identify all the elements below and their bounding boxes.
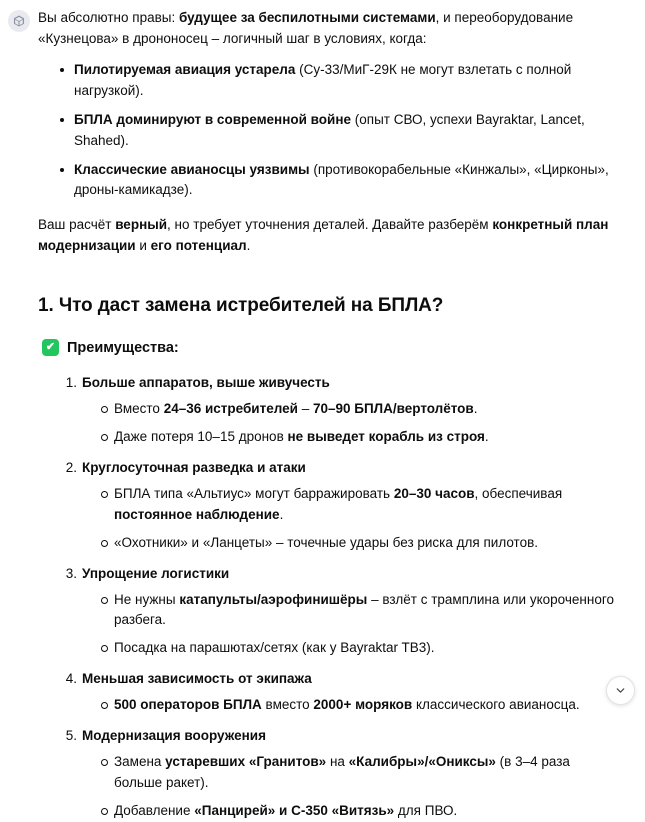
sub-list — [82, 590, 619, 660]
chevron-down-icon — [614, 684, 627, 697]
sub-list-item — [100, 801, 619, 822]
plain-text: (в 3–4 раза больше ракет). — [114, 754, 570, 790]
emphasis-text: Классические авианосцы уязвимы — [74, 161, 310, 177]
plain-text: . — [279, 506, 284, 522]
emphasis-text: устаревших «Гранитов» — [165, 754, 327, 770]
check-icon: ✔ — [42, 339, 59, 356]
numbered-item — [60, 726, 619, 822]
plain-text: . — [484, 428, 489, 444]
emphasis-text: 2000+ моряков — [313, 697, 413, 713]
emphasis-text: «Калибры»/«Ониксы» — [348, 754, 496, 770]
item-number: 5. — [65, 728, 77, 744]
plain-text: Не нужны — [114, 591, 180, 607]
emphasis-text: 20–30 часов — [393, 485, 475, 501]
emphasis-text: БПЛА доминируют в современной войне — [74, 111, 351, 127]
sub-list-item — [100, 590, 619, 632]
emphasis-text: 500 операторов БПЛА — [114, 697, 262, 713]
list-item — [60, 110, 619, 152]
item-number: 3. — [65, 565, 77, 581]
item-title: Больше аппаратов, выше живучесть — [82, 375, 330, 391]
plain-text: (противокорабельные «Кинжалы», «Цирконы», дроны-камикадзе). — [74, 161, 609, 198]
plain-text: – — [297, 401, 313, 417]
emphasis-text: Пилотируемая авиация устарела — [74, 61, 296, 77]
plain-text: «Охотники» и «Ланцеты» – точечные удары без риска для пилотов. — [114, 534, 539, 550]
plain-text: вместо — [261, 697, 314, 713]
emphasis-text: верный — [115, 217, 168, 233]
plain-text: , обеспечивая — [474, 485, 563, 501]
item-title: Меньшая зависимость от экипажа — [82, 671, 312, 687]
plain-text: , но требует уточнения деталей. Давайте разберём — [167, 217, 493, 233]
item-title: Круглосуточная разведка и атаки — [82, 459, 306, 475]
sub-list — [82, 752, 619, 822]
plain-text: для ПВО. — [394, 802, 458, 818]
plain-text: Добавление — [114, 802, 195, 818]
sub-list — [82, 399, 619, 448]
numbered-item — [60, 669, 619, 716]
plain-text: БПЛА типа «Альтиус» могут барражировать — [114, 485, 394, 501]
emphasis-text: 70–90 БПЛА/вертолётов — [312, 401, 474, 417]
plain-text: Даже потеря 10–15 дронов — [114, 428, 288, 444]
item-title: Упрощение логистики — [82, 565, 230, 581]
emphasis-text: его потенциал — [150, 238, 247, 254]
plain-text: на — [326, 754, 349, 770]
scroll-to-bottom-button[interactable] — [606, 676, 635, 705]
item-number: 4. — [65, 671, 77, 687]
plain-text: (опыт СВО, успехи Bayraktar, Lancet, Shahed). — [74, 111, 585, 148]
plain-text: Вы абсолютно правы: — [38, 10, 179, 25]
item-number: 1. — [65, 375, 77, 391]
item-title: Модернизация вооружения — [82, 728, 266, 744]
sub-list-item — [100, 399, 619, 420]
sub-list — [82, 695, 619, 716]
plain-text: Посадка на парашютах/сетях (как у Bayraktar TB3). — [114, 640, 435, 656]
section-heading: 1. Что даст замена истребителей на БПЛА? — [38, 295, 444, 317]
list-item — [60, 160, 619, 202]
sub-list-item — [100, 484, 619, 526]
sub-list-item — [100, 427, 619, 448]
avatar — [8, 10, 30, 32]
numbered-item — [60, 564, 619, 660]
numbered-item — [60, 373, 619, 448]
plain-text: Ваш расчёт — [38, 217, 116, 233]
sub-list-item — [100, 695, 619, 716]
plain-text: Вместо — [114, 401, 164, 417]
plain-text: – взлёт с трамплина или укороченного разбега. — [114, 591, 614, 628]
plain-text: . — [246, 238, 251, 254]
plain-text: . — [473, 401, 478, 417]
plain-text: и — [135, 238, 151, 254]
sub-list — [82, 484, 619, 554]
advantages-list — [38, 373, 619, 822]
emphasis-text: конкретный план модернизации — [38, 217, 609, 254]
emphasis-text: катапульты/аэрофинишёры — [179, 591, 368, 607]
plain-text: , и переоборудование «Кузнецова» в дрононосец – логичный шаг в условиях, когда: — [38, 10, 574, 46]
advantages-header — [42, 337, 619, 359]
plain-text: классического авианосца. — [412, 697, 580, 713]
closing-paragraph — [38, 215, 619, 257]
emphasis-text: «Панцирей» и С-350 «Витязь» — [194, 802, 395, 818]
numbered-item — [60, 458, 619, 554]
plain-text: Замена — [114, 754, 166, 770]
key-points-list — [38, 60, 619, 202]
emphasis-text: не выведет корабль из строя — [287, 428, 485, 444]
emphasis-text: будущее за беспилотными системами — [178, 10, 436, 25]
item-number: 2. — [65, 459, 77, 475]
list-item — [60, 60, 619, 102]
emphasis-text: постоянное наблюдение — [114, 506, 280, 522]
emphasis-text: 24–36 истребителей — [163, 401, 298, 417]
sub-list-item — [100, 533, 619, 554]
advantages-label: Преимущества: — [67, 339, 179, 356]
plain-text: (Су-33/МиГ-29К не могут взлетать с полной нагрузкой). — [74, 61, 572, 98]
sub-list-item — [100, 638, 619, 659]
sub-list-item — [100, 752, 619, 794]
intro-paragraph — [38, 8, 619, 50]
